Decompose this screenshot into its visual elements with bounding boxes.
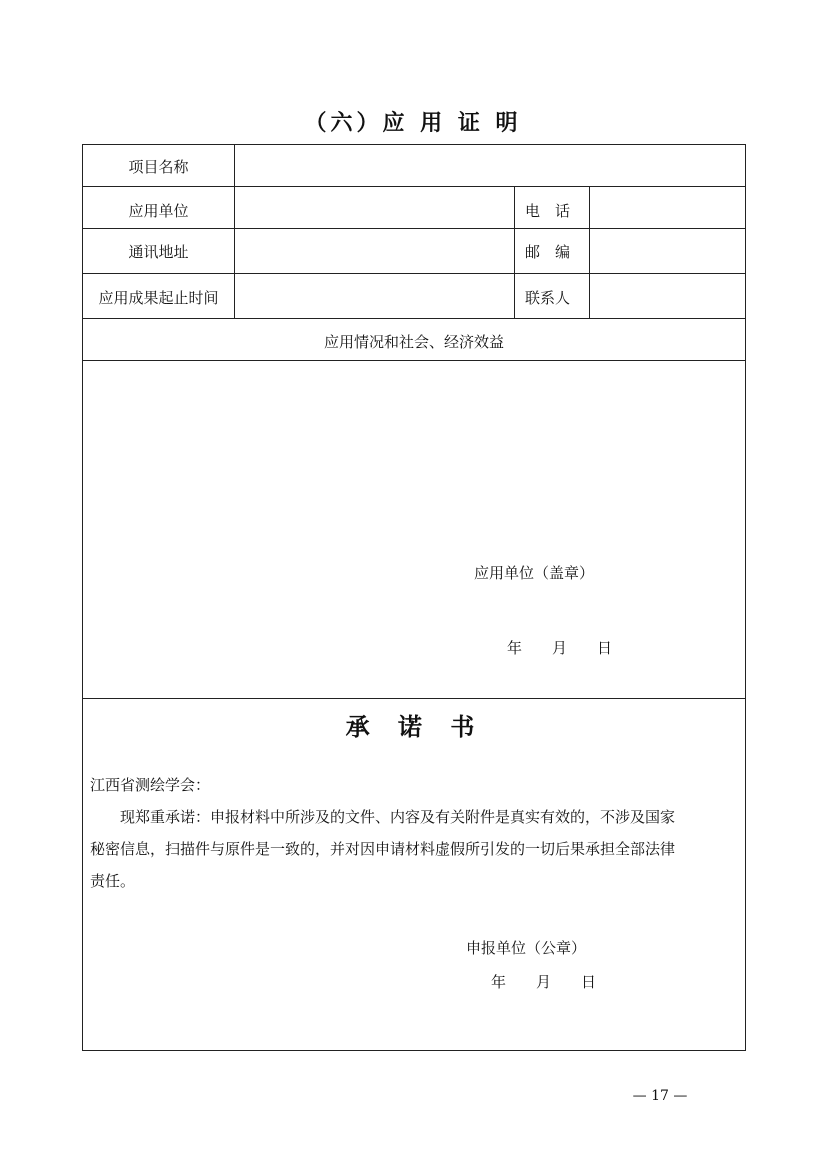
promise-addressee: 江西省测绘学会： (90, 776, 211, 794)
page-title: （六）应 用 证 明 (304, 110, 522, 136)
seal-label: 应用单位（盖章） (474, 564, 595, 582)
section-divider (83, 698, 745, 699)
contact-label: 联系人 (525, 289, 571, 307)
promise-body-line: 秘密信息，扫描件与原件是一致的，并对因申请材料虚假所引发的一切后果承担全部法律 (90, 840, 676, 858)
project-name-label: 项目名称 (128, 158, 189, 176)
project-name-field[interactable] (235, 145, 745, 186)
promise-title: 承 诺 书 (345, 712, 485, 741)
address-field[interactable] (235, 229, 514, 273)
applying-unit-label: 应用单位 (128, 202, 189, 220)
promise-body-line: 现郑重承诺：申报材料中所涉及的文件、内容及有关附件是真实有效的，不涉及国家 (120, 808, 676, 826)
applying-unit-field[interactable] (235, 187, 514, 228)
address-label: 通讯地址 (128, 243, 189, 261)
postcode-field[interactable] (590, 229, 745, 273)
postcode-label: 邮 编 (525, 243, 571, 261)
date-label: 年 月 日 (507, 639, 613, 657)
phone-field[interactable] (590, 187, 745, 228)
period-field[interactable] (235, 274, 514, 318)
contact-field[interactable] (590, 274, 745, 318)
phone-label: 电 话 (525, 202, 571, 220)
promise-body-line: 责任。 (90, 872, 136, 890)
period-label: 应用成果起止时间 (98, 289, 219, 307)
row-divider (83, 318, 745, 319)
declarant-seal-label: 申报单位（公章） (466, 939, 587, 957)
application-proof-form (82, 144, 746, 1051)
page-number: — 17 — (632, 1088, 688, 1104)
column-divider (514, 186, 515, 318)
declarant-date-label: 年 月 日 (491, 973, 597, 991)
benefits-header: 应用情况和社会、经济效益 (323, 333, 504, 351)
benefits-field[interactable] (83, 361, 745, 698)
